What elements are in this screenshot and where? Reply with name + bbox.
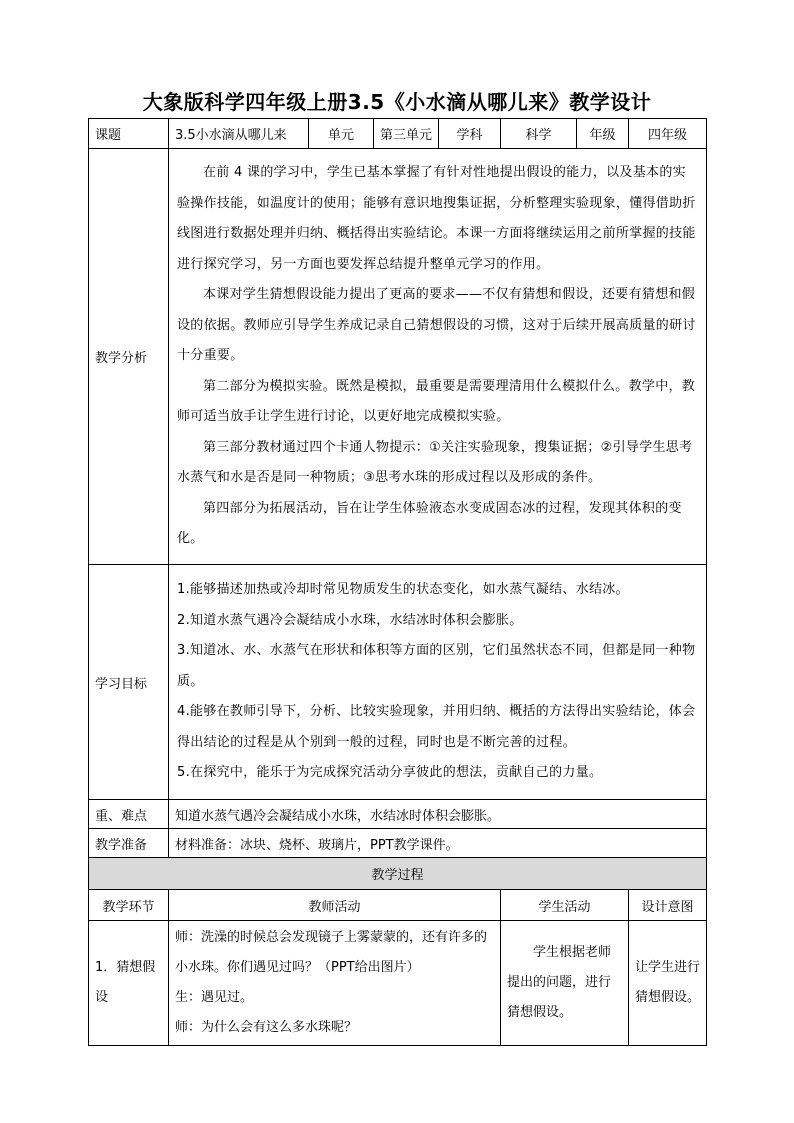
goals-content [169, 565, 707, 800]
analysis-label: 教学分析 [89, 149, 169, 565]
lesson-plan-table [88, 118, 707, 1046]
topic-value: 3.5小水滴从哪儿来 [169, 119, 309, 149]
header-row [89, 119, 707, 149]
process-stage: 1．猜想假设 [89, 921, 169, 1046]
document-title: 大象版科学四年级上册3.5《小水滴从哪儿来》教学设计 [142, 90, 652, 114]
column-header-teacher: 教师活动 [169, 890, 501, 921]
process-teacher-activity [169, 921, 501, 1046]
key-points-row [89, 800, 707, 829]
dialogue-line: 师：洗澡的时候总会发现镜子上雾蒙蒙的，还有许多的小水珠。你们遇见过吗？（PPT给出图片） [175, 930, 488, 975]
unit-value: 第三单元 [374, 119, 439, 149]
column-header-intent: 设计意图 [629, 890, 707, 921]
process-row [89, 921, 707, 1046]
process-design-intent: 让学生进行猜想假设。 [629, 921, 707, 1046]
topic-label: 课题 [89, 119, 169, 149]
goal-item: 3.知道冰、水、水蒸气在形状和体积等方面的区别，它们虽然状态不同，但都是同一种物质。 [177, 643, 696, 689]
column-header-stage: 教学环节 [89, 890, 169, 921]
key-points-value: 知道水蒸气遇冷会凝结成小水珠，水结冰时体积会膨胀。 [169, 800, 707, 829]
analysis-paragraph: 第四部分为拓展活动，旨在让学生体验液态水变成固态冰的过程，发现其体积的变化。 [177, 500, 682, 547]
grade-label: 年级 [577, 119, 629, 149]
goals-row [89, 565, 707, 800]
grade-value: 四年级 [629, 119, 707, 149]
column-header-student: 学生活动 [501, 890, 629, 921]
unit-label: 单元 [309, 119, 374, 149]
process-section-title: 教学过程 [89, 858, 707, 890]
process-student-activity: 学生根据老师提出的问题，进行猜想假设。 [501, 921, 629, 1046]
goal-item: 5.在探究中，能乐于为完成探究活动分享彼此的想法，贡献自己的力量。 [177, 765, 603, 781]
analysis-paragraph: 第三部分教材通过四个卡通人物提示：①关注实验现象，搜集证据；②引导学生思考水蒸气和水是否是同一种物质；③思考水珠的形成过程以及形成的条件。 [177, 439, 693, 486]
process-title-row [89, 858, 707, 890]
analysis-row [89, 149, 707, 565]
goal-item: 2.知道水蒸气遇冷会凝结成小水珠，水结冰时体积会膨胀。 [177, 612, 523, 628]
goal-item: 4.能够在教师引导下，分析、比较实验现象，并用归纳、概括的方法得出实验结论，体会得出结论的过程是从个别到一般的过程，同时也是不断完善的过程。 [177, 704, 696, 750]
dialogue-line: 师：为什么会有这么多水珠呢？ [175, 1020, 358, 1035]
goals-label: 学习目标 [89, 565, 169, 800]
subject-label: 学科 [439, 119, 501, 149]
goal-item: 1.能够描述加热或冷却时常见物质发生的状态变化，如水蒸气凝结、水结冰。 [177, 582, 629, 598]
analysis-paragraph: 在前 4 课的学习中，学生已基本掌握了有针对性地提出假设的能力，以及基本的实验操作技能，如温度计的使用；能够有意识地搜集证据，分析整理实验现象，懂得借助折线图进行数据处理并归纳、概括得出实验结论。本课一方面将继续运用之前所掌握的技能进行探究学习，另一方面也要发挥总结提升整单元学习的作用。 [177, 165, 696, 272]
preparation-row [89, 829, 707, 858]
key-points-label: 重、难点 [89, 800, 169, 829]
subject-value: 科学 [501, 119, 577, 149]
process-header-row [89, 890, 707, 921]
analysis-paragraph: 第二部分为模拟实验。既然是模拟，最重要是需要理清用什么模拟什么。教学中，教师可适当放手让学生进行讨论，以更好地完成模拟实验。 [177, 378, 696, 425]
dialogue-line: 生：遇见过。 [175, 990, 254, 1005]
preparation-value: 材料准备：冰块、烧杯、玻璃片，PPT教学课件。 [169, 829, 707, 858]
preparation-label: 教学准备 [89, 829, 169, 858]
analysis-content [169, 149, 707, 565]
analysis-paragraph: 本课对学生猜想假设能力提出了更高的要求——不仅有猜想和假设，还要有猜想和假设的依据。教师应引导学生养成记录自己猜想假设的习惯，这对于后续开展高质量的研讨十分重要。 [177, 287, 696, 364]
